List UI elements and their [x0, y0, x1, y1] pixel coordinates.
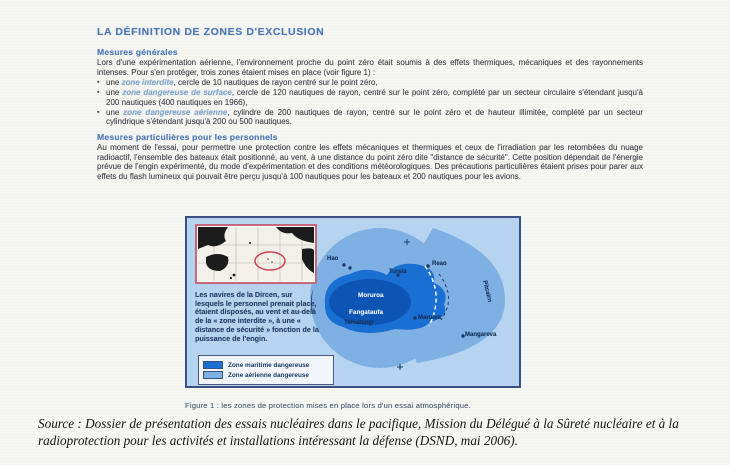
annotation-mark: [311, 290, 317, 314]
map-label-tematangi: Tematangi: [344, 320, 374, 326]
map-label-tureia: Tureia: [389, 269, 407, 275]
bullet-zone-dangereuse-aerienne: [97, 108, 643, 127]
map-label-pitcairn: Pitcairn: [481, 280, 493, 303]
map-label-hao: Hao: [327, 256, 339, 262]
document-body: [97, 26, 643, 182]
legend-label-maritime: Zone maritime dangereuse: [228, 361, 310, 369]
pacific-inset-map: [195, 224, 317, 284]
legend-row-aerienne: [203, 371, 329, 379]
legend-row-maritime: [203, 361, 329, 369]
inset-map-drawing: [198, 227, 314, 281]
zone-term-interdite: zone interdite: [121, 78, 174, 88]
legend-swatch-aerienne: [203, 371, 223, 379]
zones-bullet-list: [97, 78, 643, 127]
bullet-rest: , cercle de 10 nautiques de rayon centré sur le point zéro,: [173, 78, 378, 88]
bullet-rest: , cercle de 120 nautiques de rayon, centré sur le point zéro, complété par un secteur circulaire s'étendant jusqu'à 200 nautiques (400 nautiques en 1966),: [106, 88, 643, 107]
bullet-zone-dangereuse-surface: [97, 88, 643, 107]
map-label-moruroa: Moruroa: [358, 292, 384, 299]
map-label-reao: Reao: [432, 261, 447, 267]
bullet-zone-interdite: [97, 78, 643, 88]
figure-caption: Figure 1 : les zones de protection mises en place lors d'un essai atmosphérique.: [185, 401, 471, 410]
figure-note: Les navires de la Dircen, sur lesquels le personnel prenait place, étaient disposés, au vent et au-delà de la « zone interdite », à une « distance de sécurité » fonction de la puissance de l'engin.: [195, 290, 319, 343]
maritime-zone-core: [329, 279, 411, 325]
zone-term-surface: zone dangereuse de surface: [122, 88, 232, 98]
bullet-lead: une: [106, 78, 122, 88]
bullet-lead: une: [106, 88, 123, 98]
paragraph-mesures-generales: Lors d'une expérimentation aérienne, l'environnement proche du point zéro était soumis à des effets thermiques, mécaniques et des rayonnements intenses. Pour s'en protéger, trois zones étaient mises en place (voir figure 1) :: [97, 58, 643, 77]
map-label-fangataufa: Fangataufa: [349, 309, 384, 316]
source-citation: Source : Dossier de présentation des essais nucléaires dans le pacifique, Mission du Délégué à la Sûreté nucléaire et à la radioprotection pour les activités et installations intéressant la défense (DSND, mai 2006).: [38, 416, 679, 448]
page-title: LA DÉFINITION DE ZONES D'EXCLUSION: [97, 26, 325, 38]
map-legend: [198, 355, 334, 385]
bullet-rest: , cylindre de 200 nautiques de rayon, centré sur le point zéro et de hauteur illimitée, complété par un secteur cylindrique s'étendant jusqu'à 200 ou 500 nautiques.: [106, 107, 643, 127]
zone-term-aerienne: zone dangereuse aérienne: [123, 107, 228, 117]
legend-label-aerienne: Zone aérienne dangereuse: [228, 371, 309, 379]
section-heading-mesures-generales: Mesures générales: [97, 47, 178, 57]
paragraph-mesures-particulieres: Au moment de l'essai, pour permettre une protection contre les effets mécaniques et thermiques et ceux de l'irradiation par les retombées du nuage radioactif, l'ensemble des bateaux était positionné, au vent, à une distance du point zéro dite "distance de sécurité". Cette position dépendait de l'énergie prévue de l'engin expérimenté, du mode d'expérimentation et des conditions météorologiques. Des précautions particulières étaient prises pour parer aux effets du flash lumineux qui pouvait être perçu jusqu'à 100 nautiques pour les bateaux et 200 nautiques pour les avions.: [97, 142, 643, 182]
section-heading-mesures-particulieres: Mesures particulières pour les personnels: [97, 131, 278, 142]
map-label-marutea: Marutea: [418, 315, 442, 321]
bullet-lead: une: [106, 107, 124, 117]
map-label-mangareva: Mangareva: [465, 332, 497, 338]
legend-swatch-maritime: [203, 361, 223, 369]
figure-1-map: [185, 216, 521, 388]
